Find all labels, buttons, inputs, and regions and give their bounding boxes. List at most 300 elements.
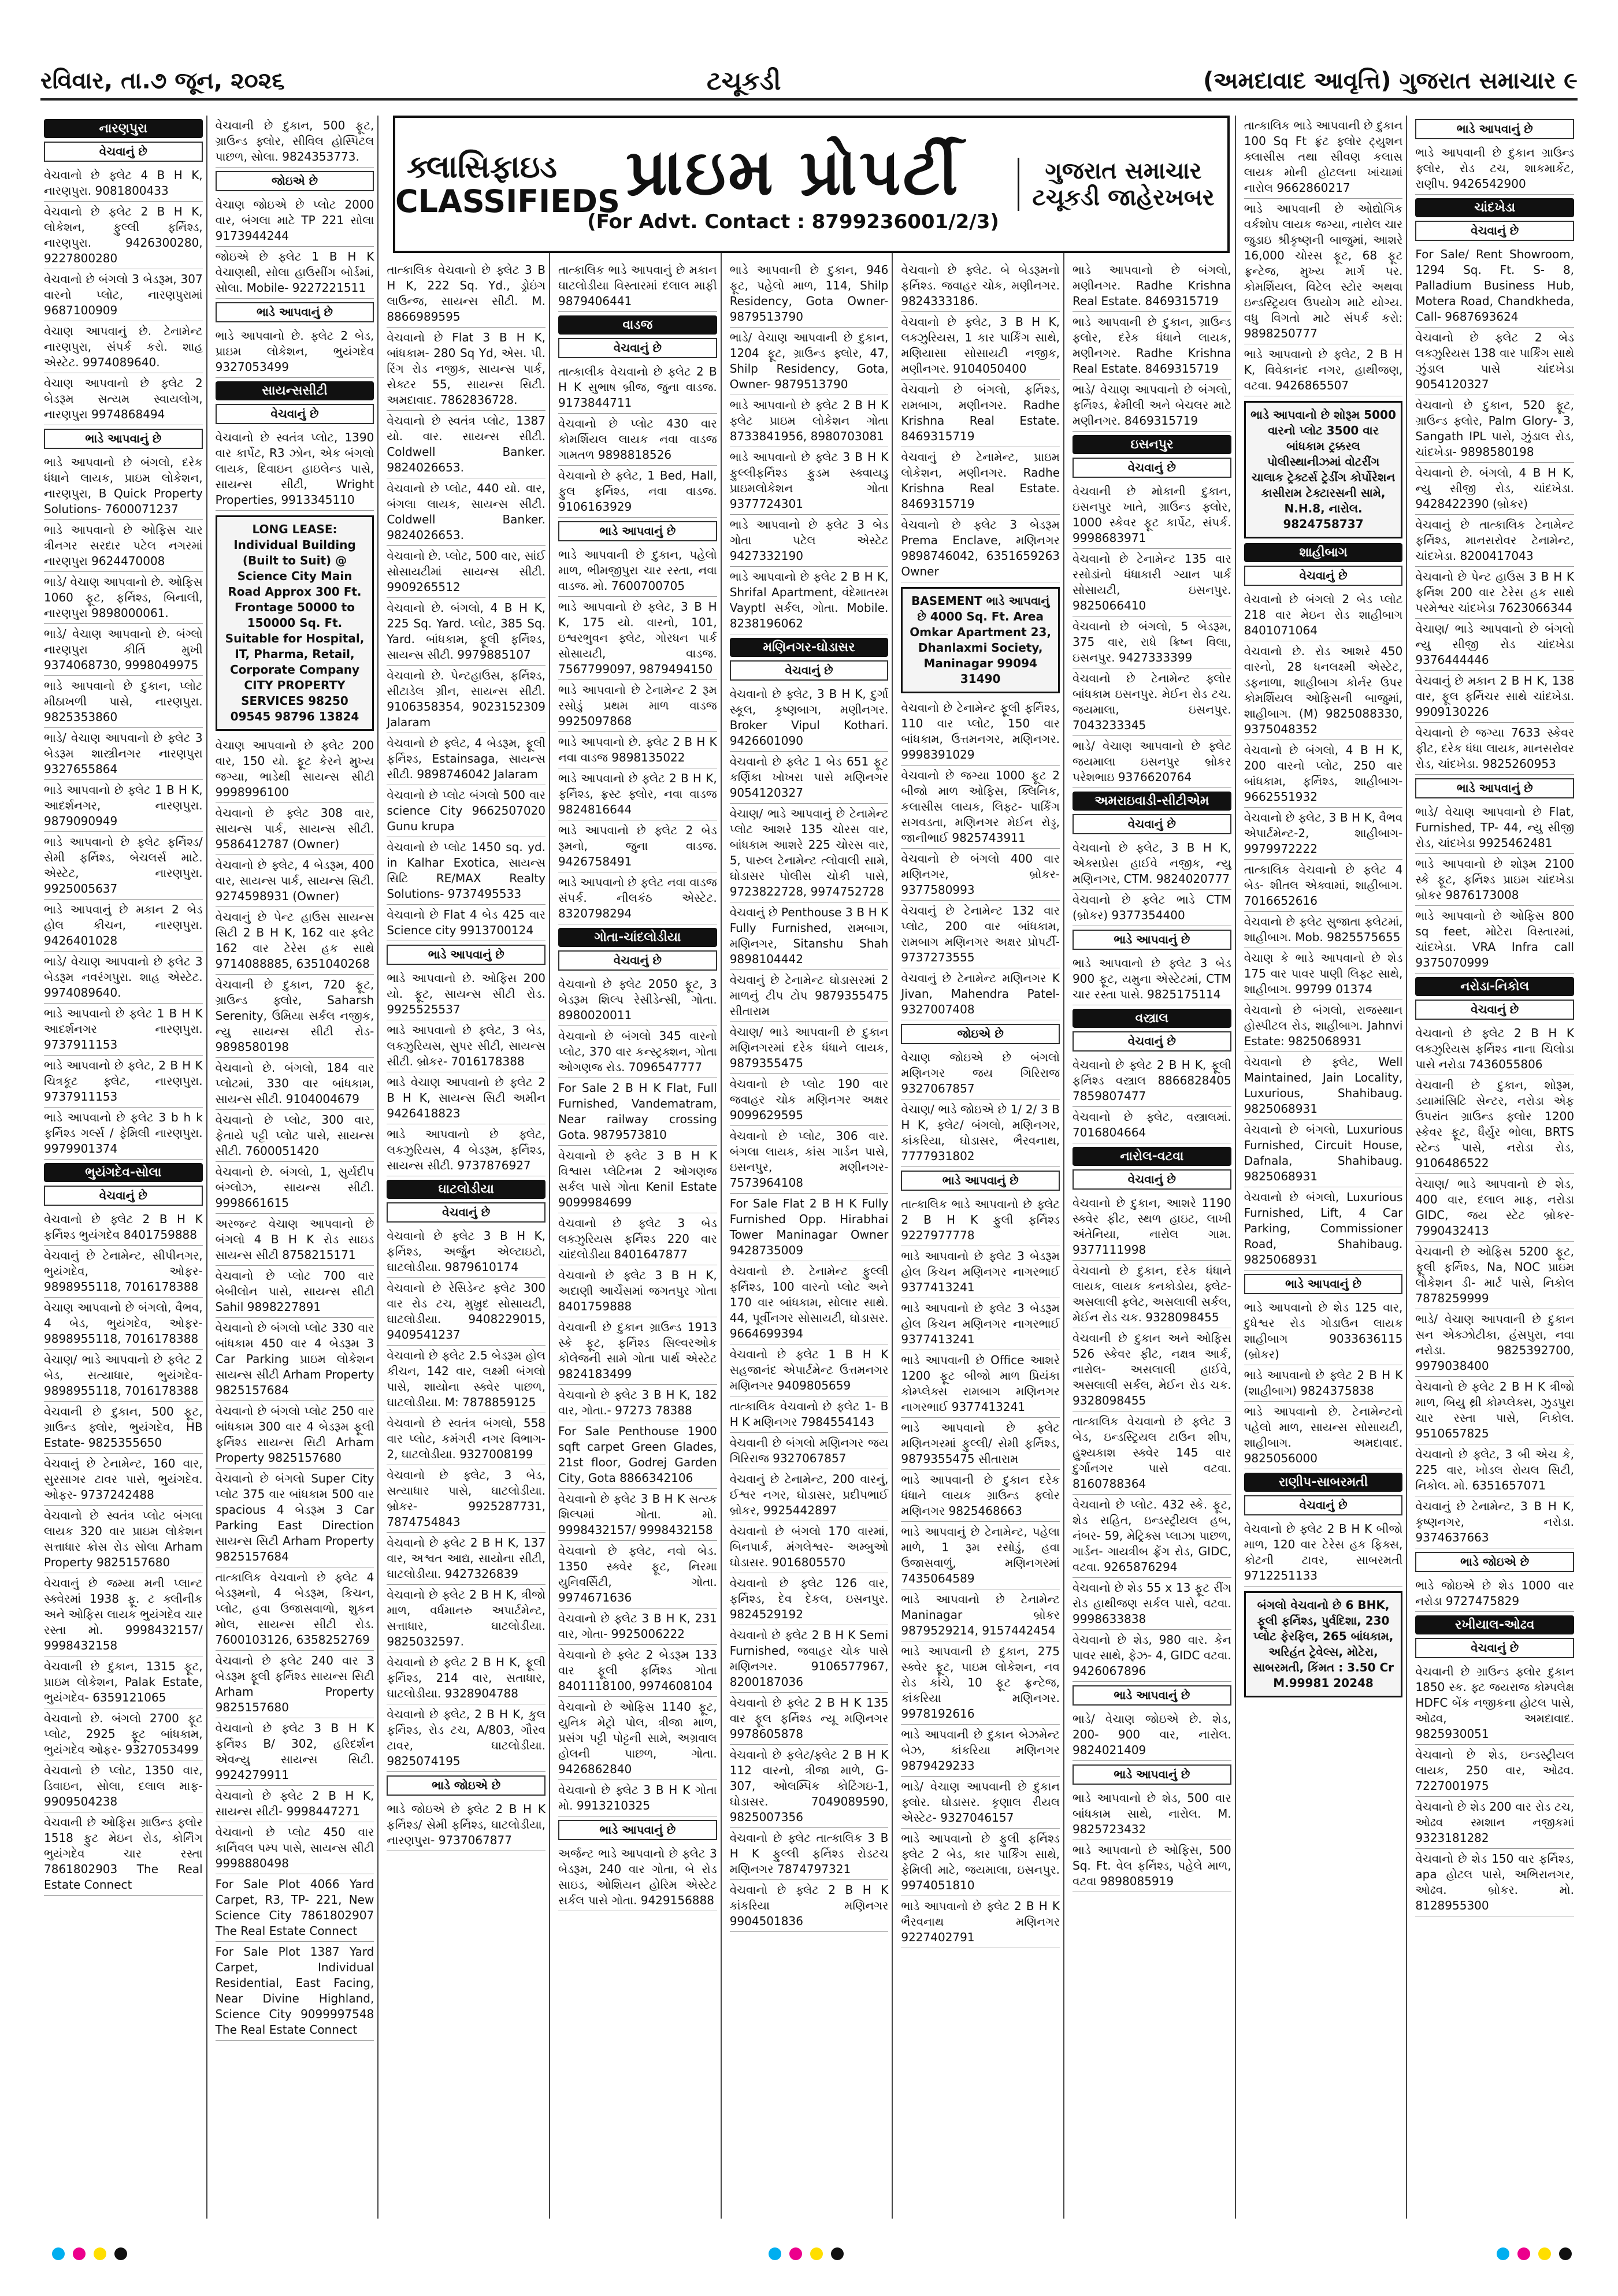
- classified-ad: વેચવાનો છે ફ્લેટ 3 B H K ફર્નિશ્ડ B/ 302, હરિદર્શન એવન્યુ સાયન્સ સિટી. 9924279911: [216, 1718, 374, 1786]
- classified-ad: વેચવાની છે દુકાન અને ઓફિસ 526 સ્કેવર ફીટ, નક્ષત્ર આર્ક, નારોલ- અસલાલી હાઈવે, અસલાલી સર્કલ, મેઈન રોડ ચક. 9328098455: [1073, 1328, 1231, 1411]
- column-8: [1241, 116, 1408, 2219]
- classified-ad: વેચાણ/ ભાડે જોઇએ છે 1/ 2/ 3 B H K, ફ્લેટ/ બંગલો, મણિનગર, કાંકરિયા, ઘોડાસર, ભૈરવનાથ, 7777931802: [901, 1099, 1060, 1167]
- column-2: [212, 116, 379, 2219]
- category-heading: વેચવાનું છે: [44, 1186, 203, 1206]
- banner-contact: (For Advt. Contact : 8799236001/2/3): [587, 210, 999, 233]
- classified-ad: વેચવાનો છે બંગલો 400 વાર મણિનગર, બ્રોકર- 9377580993: [901, 849, 1060, 901]
- classified-ad: વેચવાનું છે ટેનામેન્ટ ઘોડાસરમાં 2 માળનું ટીપ ટોપ 9879355475 સીતારામ: [730, 970, 889, 1022]
- classified-ad: ભાડે આપવાનો છે ફ્લેટ 3 બેડ 900 ફૂટ, યમુના એસ્ટેટમાં, CTM ચાર રસ્તા પાસે. 9825175114: [1073, 953, 1231, 1005]
- classified-ad: વેચવાનો છે ટેનામેન્ટ ફ્લોર બાંધકામ ઇસનપુર. મેઈન રોડ ટચ. જયમાલા, ઇસનપુર. 7043233345: [1073, 668, 1231, 736]
- classified-ad: વેચવાનો છે સ્વતંત્ર બંગલો, 558 વાર પ્લોટ, કમંગરી નગર વિભાગ- 2, ઘાટલોડીયા. 9327008199: [387, 1413, 545, 1465]
- classified-ad: વેચવાનો છે ફ્લેટ. બે બેડરૂમનો ફર્નિશ્ડ. જવાહર ચોક, મણીનગર. 9824333186.: [901, 260, 1060, 312]
- classified-ad: જોઇએ છે ફ્લેટ 1 B H K વેચાણથી, સોલા હાઉસીંગ બોર્ડમાં, સોલા. Mobile- 9227221511: [216, 247, 374, 299]
- registration-dots-left: [52, 2247, 127, 2265]
- classified-ad: વેચવાનો છે પ્લોટ. 432 સ્કે. ફૂટ, શેડ સહિત, ઇન્ડસ્ટ્રીયલ હબ, નંબર- 59, મેટ્રિક્સ પ્લાઝા પાછળ, ગાર્ડન- ગાયત્રીબ ફ્રેંગ રોડ, GIDC, વટવા. 9265876294: [1073, 1495, 1231, 1578]
- classified-ad: વેચવાનો છે ફ્લેટ 2 B H K, ત્રીજો માળ, વર્ધમાનરુ અપાર્ટમેન્ટ, સત્તાધાર, ઘાટલોડીયા. 9825032597.: [387, 1585, 545, 1652]
- classified-ad: ભાડે આપવાનો છે. ટેનામેન્ટનો પહેલો માળ, સાયન્સ સોસાયટી, શાહીબાગ. અમદાવાદ. 9825056000: [1244, 1402, 1403, 1469]
- category-heading: વેચવાનું છે: [1415, 221, 1574, 241]
- classified-ad: ભાડે આપવાનો છે ફ્લેટ, 2 B H K ચિત્રકૂટ ફ્લેટ, નારણપુરા. 9737911153: [44, 1056, 203, 1108]
- classified-ad: અરજન્ટ વેચાણ આપવાનો છે બંગલો 4 B H K રોડ સાઇડ સાયન્સ સીટી 8758215171: [216, 1214, 374, 1266]
- classified-ad: વેચવાનો છે ફ્લેટ, 4 બેડરૂમ, ફૂલી ફર્નિશ્ડ, Estainsaga, સાયન્સ સીટી. 9898746042 Jalaram: [387, 733, 545, 785]
- classified-ad: વેચવાનો છે Flat 4 બેડ 425 વાર Science city 9913700124: [387, 905, 545, 941]
- classified-ad: વેચવાનો છે ફ્લેટ, 4 બેડરૂમ, 400 વાર, સાયન્સ પાર્ક, સાયન્સ સિટી. 9274598931 (Owner): [216, 855, 374, 907]
- classified-ad: વેચવાની છે દુકાન, શોરૂમ, ડયામાંસિટિ સેન્ટર, નરોડા એફ ઉપરાંત ગ્રાઉન્ડ ફ્લોર 1200 સ્કેવર ફૂટ, ધૈર્યુર ભોલા, BRTS સ્ટેન્ડ પાસે, નરોડા રોડ, 9106486522: [1415, 1075, 1574, 1174]
- classified-ad: ભાડે આપવાનો છે. ઓફિસ 200 યો. ફૂટ, સાયન્સ સીટી રોડ. 9925525537: [387, 968, 545, 1020]
- classified-ad: ભાડે આપવાનો છે ફ્લેટ 3 B H K ફુલ્લીફર્નિશ્ડ ફુડમ સ્ક્વાયડુ પ્રાઇમલોકેશન ગોતા 9377724301: [730, 447, 889, 515]
- classified-ad: વેચવાનો છે ટેનામેન્ટ 135 વાર રસોડાંનો ધંધાકારી ગ્યાન પાર્ક સોસાયટી, ઇસનપુર. 9825066410: [1073, 549, 1231, 616]
- banner-center: [569, 135, 1018, 233]
- category-heading: વેચવાનું છે: [1244, 566, 1403, 586]
- display-ad: ભાડે આપવાનો છે શોરૂમ 5000 વારનો પ્લોટ 3500 વાર બાંધકામ ટ્રક્કરલ પોલીસ્થાનીઝમાં વોટરીંગ ચાલાક ટ્રેક્ટર્સ ટ્રેડીંગ કોર્પોરેશન કાસીરામ ટેક્ટારસની સામે, N.H.8, નારોલ. 9824758737: [1244, 401, 1403, 538]
- classified-ad: ભાડે આપવાનો છે ફ્લેટ 1 B H K, આદર્શનગર, નારણપુરા. 9879090949: [44, 780, 203, 832]
- classified-ad: વેચવાનો છે પ્લોટ, 440 યો. વાર, બંગલા લાયક, સાયન્સ સીટી. Coldwell Banker. 9824026653.: [387, 478, 545, 546]
- classified-ad: ભાડે/ વેચાણ આપવાની છે દુકાન ફ્લોર. ઘોડાસર. કૃણાલ રીયલ એસ્ટેટ- 9327046157: [901, 1777, 1060, 1829]
- classified-ad: ભાડે આપવાનો છે ફ્લેટ, 3 બેડ, લક્ઝુરિયસ, સુપર સીટી, સાયન્સ સીટી. બ્રોકર- 7016178388: [387, 1020, 545, 1072]
- category-heading: ભાડે જોઇએ છે: [387, 1775, 545, 1796]
- category-heading: ભાડે આપવાનું છે: [1073, 930, 1231, 950]
- classified-ad: For Sale Plot 4066 Yard Carpet, R3, TP- 221, New Science City 7861802907 The Real Estate Connect: [216, 1874, 374, 1942]
- classified-ad: વેચવાનું છે ટેનામેન્ટ, 200 વારનું, ઈશ્વર નગર, ઘોડાસર, પ્રદીપભાઈ બ્રોકર, 9925442897: [730, 1469, 889, 1521]
- category-heading: વેચવાનું છે: [558, 338, 717, 358]
- category-heading: વેચવાનું છે: [1415, 1000, 1574, 1020]
- classified-ad: વેચાણ આપવાનો છે ફ્લેટ 2 બેડરૂમ સત્યમ સ્વાયલોગ, નારણપુરા 9974868494: [44, 373, 203, 425]
- classified-ad: ભાડે/ વેચાણ આપવાનો છે ફ્લેટ જયમાલા ઇસનપુર બ્રોકર પરેશભાઇ 9376620764: [1073, 736, 1231, 788]
- area-heading: અમરાઇવાડી-સીટીએમ: [1073, 792, 1231, 811]
- black-dot: [1559, 2247, 1572, 2260]
- classified-ad: વેચવાનું છે ટેનામેન્ટ, 3 B H K, કૃષ્ણનગર, નરોડા. 9374637663: [1415, 1496, 1574, 1548]
- classified-ad: વેચવાનું છે ટેનામેન્ટ, સીપીનગર, ભુયંગદેવ, ઓફર- 9898955118, 7016178388: [44, 1246, 203, 1298]
- classified-ad: વેચવાનો છે Flat 3 B H K, બાંધકામ- 280 Sq Yd, એસ. પી. રિંગ રોડ નજીક, સાયન્સ પાર્ક, સેક્ટર 55, સાયન્સ સિટી. અમદાવાદ. 7862836728.: [387, 328, 545, 411]
- category-heading: ભાડે આપવાનું છે: [1073, 1764, 1231, 1785]
- classified-ad: વેચવાનો છે ફ્લેટ 2 B H K કાંકરિયા મણિનગર 9904501836: [730, 1880, 889, 1932]
- classified-ad: વેચવાનો છે શેડ 55 x 13 ફૂટ રીંગ રોડ હાથીજણ સર્કલ પાસે, વટવા. 9998633838: [1073, 1578, 1231, 1630]
- classified-ad: ભાડે આપવાનો છે શોરૂમ 2100 સ્કે ફૂટ, ફર્નિશ્ડ પ્રાઇમ ચાંદખેડા બ્રોકર 9876173008: [1415, 854, 1574, 906]
- classified-ad: For Sale Plot 1387 Yard Carpet, Individual Residential, East Facing, Near Divine Highland, Science City 9099997548 The Real Estate Connect: [216, 1942, 374, 2041]
- classified-ad: વેચવાનો છે ફ્લેટ 126 વાર, ફર્નિશ્ડ, દેવ દેકલ, ઇસનપુર. 9824529192: [730, 1573, 889, 1625]
- classified-ad: વેચવાનો છે દુકાન, 520 ફૂટ, ગ્રાઉન્ડ ફ્લોર, Palm Glory- 3, Sangath IPL પાસે, ઝુંડાલ રોડ, ચાંદખેડા- 9898580198: [1415, 395, 1574, 463]
- area-heading: ગોતા-ચાંદલોડીયા: [558, 928, 717, 947]
- classified-ad: ભાડે આપવાની છે દુકાન, ગ્રાઉન્ડ ફ્લોર, દરેક ધંધાને લાયક, મણીનગર. Radhe Krishna Real Estate. 8469315719: [1073, 312, 1231, 380]
- classified-ad: વેચવાનો છે પ્લોટ 700 વાર બેબીલોન પાસે, સાયન્સ સીટી Sahil 9898227891: [216, 1266, 374, 1318]
- classified-ad: For Sale/ Rent Showroom, 1294 Sq. Ft. S- 8, Palladium Business Hub, Motera Road, Chandkheda, Call- 9687693624: [1415, 244, 1574, 328]
- classified-ad: ભાડે આપવાનો છે ઓફિસ 800 sq feet, મોટેરા વિસ્તારમાં, ચાંદખેડા. VRA Infra call 9375070999: [1415, 906, 1574, 974]
- classified-ad: વેચવાનો છે બંગલો પ્લોટ 330 વાર બાંધકામ 450 વાર 4 બેડરૂમ 3 Car Parking પ્રાઇમ લોકેશન સાયન્સ સીટી Arham Property 9825157684: [216, 1318, 374, 1401]
- classified-ad: વેચવાની છે ગ્રાઉન્ડ ફ્લોર દુકાન 1850 સ્ક. ફ્ટ જયરાજ કોમ્પલેક્ષ HDFC બેંક નજીકના હોટલ પાસે, ઓઢવ, અમદાવાદ. 9825930051: [1415, 1662, 1574, 1745]
- classified-ad: ભાડે આપવાની છે દુકાન, 946 ફૂટ, પહેલો માળ, 114, Shilp Residency, Gota Owner- 9879513790: [730, 260, 889, 328]
- classified-ad: ભાડે આપવાનો છે ફ્લેટ, 2 B H K, વિવેકાનંદ નગર, હાથીજણ, વટવા. 9426865507: [1244, 344, 1403, 396]
- area-heading: વાડજ: [558, 315, 717, 335]
- classifieds-columns: [40, 116, 1578, 2219]
- area-heading: શાહીબાગ: [1244, 543, 1403, 562]
- magenta-dot: [1517, 2247, 1530, 2260]
- classified-ad: ભાડે આપવાની છે Office આશરે 1200 ફૂટ બીજો માળ પ્રિયંકા કોમ્પ્લેક્સ રામબાગ મણિનગર નાગરભાઈ 9377413241: [901, 1350, 1060, 1418]
- classified-ad: વેચવાનો છે પ્લોટ, 306 વાર. બંગલા લાયક, કાંસ ગાર્ડન પાસે, ઇસનપુર, મણીનગર- 7573964108: [730, 1126, 889, 1194]
- area-heading: નારોલ-વટવા: [1073, 1147, 1231, 1166]
- classified-ad: ભાડે આપવાનો છે ફ્લેટ ફર્નિશ્ડ/ સેમી ફર્નિશ્ડ, બેચલર્સ માટે. એસ્ટેટ, નારણપુરા. 9925005637: [44, 832, 203, 900]
- category-heading: વેચવાનું છે: [1073, 1169, 1231, 1190]
- classified-ad: વેચાણ આપવાનું છે. ટેનામેન્ટ નારણપુરા, સંપર્ક કરો. શાહ એસ્ટેટ. 9974089640.: [44, 321, 203, 373]
- classified-ad: ભાડે આપવાનો છે ટેનામેન્ટ Maninagar બ્રોકર 9879529214, 9157442454: [901, 1589, 1060, 1641]
- classified-ad: ભાડે/ વેચાણ આપવાનો છે બંગલો, ફર્નિશ્ડ, ક્રેમીલી અને બેચલર માટે મણીનગર. 8469315719: [1073, 380, 1231, 432]
- classified-ad: વેચવાનો છે ફ્લેટ 240 વાર 3 બેડરૂમ ફૂલી ફર્નિશ્ડ સાયન્સ સિટી Arham Property 9825157680: [216, 1651, 374, 1718]
- category-heading: વેચવાનું છે: [558, 950, 717, 971]
- classified-ad: For Sale Penthouse 1900 sqft carpet Green Glades, 21st floor, Godrej Garden City, Gota 8866342106: [558, 1421, 717, 1489]
- category-heading: ભાડે આપવાનું છે: [1073, 1685, 1231, 1706]
- classified-ad: તાત્કાલિક વેચવાનો છે ફ્લેટ 4 બેડરૂમનો, 4 બેડરૂમ, કિચન, પ્લોટ, હવા ઉજાસવાળો, શુકન મોલ, સાયન્સ સીટી રોડ. 7600103126, 6358252769: [216, 1567, 374, 1651]
- classified-ad: વેચવાનો છે ફ્લેટ, 3 બી એચ કે, 225 વાર, ખોડલ રોયલ સિટી, નિકોલ. મો. 6351657071: [1415, 1444, 1574, 1496]
- column-3: [383, 116, 550, 2219]
- classified-ad: વેચવાની છે દુકાન, 1315 ફૂટ, પ્રાઇમ લોકેશન, Palak Estate, ભુયંગદેવ- 6359121065: [44, 1656, 203, 1708]
- column-5: [726, 116, 893, 2219]
- category-heading: ભાડે આપવાનું છે: [387, 945, 545, 965]
- classified-ad: ભાડે આપવાની છે દુકાન ગ્રાઉન્ડ ફ્લોર, રોડ ટચ, શાકમાર્કેટ, રાણીપ. 9426542900: [1415, 143, 1574, 195]
- classified-ad: ભાડે આપવાનો છે ફ્લેટ મણિનગરમાં ફુલ્લી/ સેમી ફર્નિશ્ડ, 9879355475 સીતારામ: [901, 1418, 1060, 1470]
- magenta-dot: [789, 2247, 802, 2260]
- classified-ad: વેચવાનું છે તાત્કાલિક ટેનામેન્ટ ફર્નિશ્ડ, માનસરોવર ટેનામેન્ટ, ચાંદખેડા. 8200417043: [1415, 515, 1574, 567]
- category-heading: જોઇએ છે: [216, 171, 374, 191]
- classified-ad: વેચવાનો છે. પેન્ટહાઉસ, ફર્નિશ્ડ, સીટાડેલ ગ્રીન, સાયન્સ સીટી. 9106358354, 9023152309 Jalaram: [387, 666, 545, 733]
- category-heading: ભાડે જોઇએ છે: [1415, 1552, 1574, 1572]
- classified-ad: અર્જન્ટ ભાડે આપવાનો છે ફ્લેટ 3 બેડરૂમ, 240 વાર ગોતા, બે રોડ સાઇડ, ઓશિયન હોરિમ એસ્ટેટ સર્કલ પાસે ગોતા. 9429156888: [558, 1844, 717, 1911]
- classified-ad: વેચાણ/ ભાડે આપવાની છે દુકાન મણિનગરમાં દરેક ધંધાને લાયક, 9879355475: [730, 1022, 889, 1074]
- category-heading: વેચવાનું છે: [44, 142, 203, 162]
- yellow-dot: [1538, 2247, 1551, 2260]
- classified-ad: વેચવાનો છે ઓફિસ 1140 ફૂટ, યુનિક મેટ્રો પોલ, ત્રીજા માળ, પ્રસંગ પટ્ટી પોટ્ટની સામે, અગ્રવાલ હોલની પાછળ, ગોતા. 9426862840: [558, 1697, 717, 1780]
- column-9: [1412, 116, 1578, 2219]
- category-heading: ભાડે આપવાનું છે: [216, 302, 374, 322]
- classified-ad: વેચવાનો છે બંગલો, 4 B H K, 200 વારનો પ્લોટ, 250 વાર બાંધકામ, ફર્નિશ્ડ, શાહીબાગ- 9662551932: [1244, 740, 1403, 808]
- classified-ad: ભાડે/ વેચાણ આપવાનો છે. બંગ્લો નારણપુરા કીર્તિ મુખી 9374068730, 9998049975: [44, 624, 203, 676]
- classified-ad: ભાડે જોઇએ છે શેડ 1000 વાર નરોડા 9727475829: [1415, 1576, 1574, 1612]
- classified-ad: વેચવાનો છે ફ્લેટ 3 B H K ગોતા મો. 9913210325: [558, 1780, 717, 1816]
- classified-ad: વેચવાનો છે ફ્લેટ 3 B H K વિશ્વાસ પ્લેટિનમ 2 ઓગણજ સર્કલ પાસે ગોતા Kenil Estate 9099984699: [558, 1146, 717, 1213]
- classified-ad: વેચવાની છે ઓફિસ 5200 ફૂટ, ફૂલી ફર્નિશ્ડ, Na, NOC પ્રાઇમ લોકેશન ડી- માર્ટ પાસે, નિકોલ 7878259999: [1415, 1242, 1574, 1309]
- classified-ad: વેચવાનો છે શેડ 200 વાર રોડ ટચ, ઓઢવ સ્મશાન નજીકમાં 9323181282: [1415, 1797, 1574, 1849]
- classified-ad: ભાડે આપવાનો છે ફ્લેટ 1 B H K આદર્શનગર નારણપુરા. 9737911153: [44, 1004, 203, 1056]
- classified-ad: ભાડે આપવાનો છે ઓફિસ ચાર ત્રીનગર સરદાર પટેલ નગરમાં નારણપુરા 9624470008: [44, 520, 203, 572]
- classified-ad: વેચવાની છે દુકાન, 500 ફૂટ, ગ્રાઉન્ડ ફ્લોર, સીવિલ હોસ્પિટલ પાછળ, સોલા. 9824353773.: [216, 116, 374, 168]
- classified-ad: For Sale 2 B H K Flat, Full Furnished, Vandematram, Near railway crossing Gota. 9879573810: [558, 1078, 717, 1146]
- classified-ad: વેચવાનો છે ફ્લેટ 4 B H K, નારણપુરા. 9081800433: [44, 165, 203, 202]
- classified-ad: વેચવાનો છે ફ્લેટ 2 B H K ફર્નિશ્ડ ભુયંગદેવ 8401759888: [44, 1209, 203, 1246]
- page-header: [40, 64, 1578, 101]
- classified-ad: વેચવાનો છે ફ્લેટ 2 બેડ લક્ઝુરિયસ 138 વાર પાર્કિંગ સાથે ઝુંડાલ પાસે ચાંદખેડા 9054120327: [1415, 328, 1574, 395]
- display-ad: બંગલો વેચવાનો છે 6 BHK, ફૂલી ફર્નિશ્ડ, પુર્વદિશા, 230 પ્લોટ ફેરફિલ, 265 બાંધકામ, અરિહંત ટ્રેવેલ્સ, મોટેરા, સાબરમતી, કિંમત : 3.50 Cr M.99981 20248: [1244, 1591, 1403, 1697]
- classified-ad: વેચવાનો છે ફ્લેટ 2 B H K, સાયન્સ સીટી- 9998447271: [216, 1786, 374, 1822]
- category-heading: જોઇએ છે: [901, 1024, 1060, 1044]
- classified-ad: વેચવાનો છે. બંગલો, 1, સુર્યદીપ બંગ્લોઝ, સાયન્સ સીટી. 9998661615: [216, 1162, 374, 1214]
- classified-ad: વેચવાનો છે રેસિડેન્ટ ફ્લેટ 300 વાર રોડ ટચ, મુખ્રુદ સોસાયટી, ઘાટલોડીયા. 9408229015, 9409541237: [387, 1278, 545, 1346]
- classified-ad: વેચવાનો છે પ્લોટ 450 વાર કાર્નિવલ પમ્પ પાસે, સાયન્સ સીટી 9998880498: [216, 1822, 374, 1874]
- prime-property-banner: [393, 116, 1230, 253]
- classified-ad: ભાડે આપવાનો છે ફ્લેટ 2 B H K, ફર્નિશ્ડ, ફ્રસ્ટ ફ્લોર, નવા વાડજ 9824816644: [558, 768, 717, 820]
- classified-ad: ભાડે આપવાનો છે ફુલી ફર્નિશ્ડ ફ્લેટ 2 બેડ, કાર પાર્કિંગ સાથે, ફેમિલી માટે, જયમાલા, ઇસનપુર. 9974051810: [901, 1829, 1060, 1896]
- area-heading: ચાંદખેડા: [1415, 198, 1574, 217]
- classified-ad: વેચવાનો છે ફ્લેટ, 3 B H K, લક્ઝુરિયસ, 1 કાર પાર્કિંગ સાથે, મણિયાસા સોસાયટી નજીક, મણીનગર. 9104050400: [901, 312, 1060, 380]
- registration-dots-center: [769, 2247, 844, 2265]
- classified-ad: વેચવાનો છે સ્વતંત્ર પ્લોટ, 1390 વાર કાર્પેટ, R3 ઝોન, એક બંગલો લાયક, દિવાઇન હાઇલેન્ડ પાસે, સાયન્સ સીટી, Wright Properties, 9913345110: [216, 428, 374, 511]
- classified-ad: વેચવાનો છે ફ્લેટ, 3 B H K, એક્સપ્રેસ હાઈવે નજીક, ન્યુ મણિનગર, CTM. 9824020777: [1073, 838, 1231, 890]
- category-heading: ભાડે આપવાનું છે: [44, 429, 203, 449]
- area-heading: વસ્ત્રાલ: [1073, 1009, 1231, 1028]
- cyan-dot: [1497, 2247, 1509, 2260]
- classified-ad: વેચવાનો છે. બંગલો, 184 વાર પ્લોટમાં, 330 વાર બાંધકામ, સાયન્સ સીટી. 9104004679: [216, 1058, 374, 1110]
- classified-ad: વેચાણ/ ભાડે આપવાનું છે ટેનામેન્ટ પ્લોટ આશરે 135 ચોરસ વાર, બાંધકામ આશરે 225 ચોરસ વાર, 5, પારુલ ટેનામેન્ટ ત્લોવાલી સામે, ઘોડાસર પોલીસ ચોકી પાસે, 9723822728, 9974752728: [730, 804, 889, 902]
- classified-ad: વેચવાનો છે ફ્લેટ, 1 Bed, Hall, ફુલ ફર્નિશ્ડ, નવા વાડજ. 9106163929: [558, 466, 717, 518]
- classified-ad: તાત્કાલિક વેચવાનો છે ફ્લેટ 3 બેડ, ઇન્ડસ્ટ્રિયલ ટાઉન શીપ, હુશ્યકાશ સ્ક્વેર 145 વાર દુર્ગાનગર પાસે વટવા. 8160788364: [1073, 1411, 1231, 1495]
- category-heading: ભાડે આપવાનું છે: [558, 521, 717, 541]
- area-heading: રખીયાલ-ઓઢવ: [1415, 1615, 1574, 1634]
- classified-ad: ભાડે/ વેચાણ આપવાની છે દુકાન સન એક્ઝોટીકા, હંસપુરા, નવા નરોડા. 9825392700, 9979038400: [1415, 1309, 1574, 1377]
- classified-ad: વેચવાનો છે ફ્લેટ સુજાતા ફ્લેટમાં, શાહીબાગ. Mob. 9825575655: [1244, 912, 1403, 948]
- classified-ad: વેચવાનો છે ફ્લેટ 2 B H K, ફૂલી ફર્નિશ્ડ, 214 વાર, સતાધાર, ઘાટલોડીયા. 9328904788: [387, 1652, 545, 1704]
- area-heading: ઘાટલોડીયા: [387, 1180, 545, 1199]
- header-section: ટચૂકડી: [706, 66, 781, 96]
- classified-ad: વેચવાનો છે બંગલો 170 વારમાં, બિનપાર્ક, મંગલેશ્વર- અમ્બુઓ ઘોડાસર. 9016805570: [730, 1521, 889, 1573]
- classified-ad: વેચવાનો છે ફ્લેટ 3 B H K સત્ય્ક શિલ્પમાં ગોતા. મો. 9998432157/ 9998432158: [558, 1489, 717, 1541]
- classified-ad: ભાડે/ વેચાણ આપવાનો છે ફ્લેટ 3 બેડરૂમ શાસ્ત્રીનગર નારણપુરા 9327655864: [44, 728, 203, 780]
- classified-ad: ભાડે આપવાનો છે ફ્લેટ નવા વાડજ સંપર્ક. નીલકંઠ એસ્ટેટ. 8320798294: [558, 872, 717, 924]
- classified-ad: ભાડે આપવાની છે દુકાન, પહેલો માળ, ભીમજીપુરા ચાર રસ્તા, નવા વાડજ. મો. 7600700705: [558, 545, 717, 597]
- classified-ad: તાત્કાલીક વેચવાનો છે ફ્લેટ 2 B H K સુભાષ બ્રીજ, જુના વાડજ. 9173844711: [558, 362, 717, 414]
- classified-ad: વેચવાનો છે બંગલો 2 બેડ પ્લોટ 218 વાર મેઇન રોડ શાહીબાગ 8401071064: [1244, 589, 1403, 641]
- classified-ad: વેચવાની છે દુકાન, 500 ફૂટ, ગ્રાઉન્ડ ફ્લોર, ભુયંગદેવ, HB Estate- 9825355650: [44, 1402, 203, 1454]
- category-heading: વેચવાનું છે: [1073, 458, 1231, 478]
- classified-ad: ભાડે આપવાનો છે ફ્લેટ 3 બેડરૂમ હોલ કિચન મણિનગર નાગરભાઈ 9377413241: [901, 1298, 1060, 1350]
- classified-ad: ભાડે આપવાનો છે શેડ 125 વાર, દુધેશ્વર રોડ ગોડાઉન લાયક શાહીબાગ 9033636115 (બ્રોકર): [1244, 1298, 1403, 1365]
- classified-ad: ભાડે આપવાનો છે ફ્લેટ 3 b h k ફર્નિશ્ડ ગર્લ્સ / ફેમિલી નારણપુરા. 9979901374: [44, 1108, 203, 1160]
- classified-ad: વેચવાનો છે બંગલો, રાજસ્થાન હોસ્પીટલ રોડ, શાહીબાગ. Jahnvi Estate: 9825068931: [1244, 1000, 1403, 1052]
- classified-ad: વેચવાનો છે શેડ 150 વાર ફર્નિશ્ડ, apa હોટલ પાસે, અભિરાનગર, ઓઢવ. બ્રોકર. મો. 8128955300: [1415, 1849, 1574, 1916]
- category-heading: વેચવાનું છે: [1415, 1638, 1574, 1658]
- classified-ad: વેચવાનો છે ફ્લેટ 3 બેડરૂમ Prema Enclave, મણિનગર 9898746042, 6351659263 Owner: [901, 515, 1060, 582]
- classified-ad: વેચવાનો છે ફ્લેટ 3 બેડ લક્ઝુરિયસ ફર્નિશ્ડ 220 વાર ચાંદલોડીયા 8401647877: [558, 1213, 717, 1265]
- category-heading: વેચવાનું છે: [1244, 1495, 1403, 1515]
- banner-brand: ગુજરાત સમાચાર ટચૂકડી જાહેરખબર: [1018, 158, 1227, 211]
- classified-ad: વેચવાનો છે ફ્લેટ, વસ્ત્રાલમાં. 7016804664: [1073, 1107, 1231, 1143]
- classified-ad: તાત્કાલિક ભાડે આપવાનો છે ફ્લેટ 2 B H K ફુલી ફર્નિશ્ડ 9227977778: [901, 1194, 1060, 1246]
- classified-ad: વેચવાનો છે બંગલો 3 બેડરૂમ, 307 વારનો પ્લોટ, નારણપુરામાં 9687100909: [44, 269, 203, 321]
- black-dot: [114, 2247, 127, 2260]
- classified-ad: વેચવાનો છે શેડ, 980 વાર. કેન પાવર સાથે, ફેઝ- 4, GIDC વટવા. 9426067896: [1073, 1630, 1231, 1682]
- category-heading: ભાડે આપવાનું છે: [1244, 1274, 1403, 1294]
- classified-ad: ભાડે આપવાની છે દુકાન દરેક ધંધાને લાયક ગ્રાઉન્ડ ફ્લોર મણિનગર 9825468663: [901, 1470, 1060, 1522]
- classified-ad: વેચવાની છે દુકાન, 720 ફૂટ, ગ્રાઉન્ડ ફ્લોર, Saharsh Serenity, ઉમિયા સર્કલ નજીક, ન્યુ સાયન્સ સીટી રોડ- 9898580198: [216, 975, 374, 1058]
- classified-ad: વેચવાનો છે ફ્લેટ 2 B H K લક્ઝુરિયસ ફર્નિશ્ડ નાના ચિલોડા પાસે નરોડા 7436055806: [1415, 1023, 1574, 1075]
- category-heading: ભાડે આપવાનું છે: [901, 1171, 1060, 1191]
- classified-ad: વેચવાનો છે પ્લોટ 1450 sq. yd. in Kalhar Exotica, સાયન્સ સિટિ RE/MAX Realty Solutions- 9737495533: [387, 837, 545, 905]
- classified-ad: વેચવાનો છે. રોડ આશરે 450 વારનો, 28 ધનલક્ષ્મી એસ્ટેટ, ડફનાળા, શાહીબાગ કોર્નર ઉપર કોમર્શિયલ ઓફિસની બાજુમાં, શાહીબાગ. (M) 9825088330, 9375048352: [1244, 641, 1403, 740]
- yellow-dot: [94, 2247, 106, 2260]
- classified-ad: વેચવાની છે બંગલો મણિનગર જય ગિરિરાજ 9327067857: [730, 1433, 889, 1469]
- classified-ad: ભાડે આપવાનો છે ફ્લેટ, 3 B H K, 175 યો. વારનો, 101, ઇશ્વરભુવન ફ્લેટ, ગોરધન પાર્ક સોસાયટી, વાડજ. 7567799097, 9879494150: [558, 597, 717, 680]
- classified-ad: વેચવાનો છે ફ્લેટ 3 B H K, અદાણી આર્ચેસમાં જગતપુર ગોતા 8401759888: [558, 1265, 717, 1317]
- classified-ad: તાત્કાલિક વેચવાનો છે ફ્લેટ 3 B H K, 222 Sq. Yd., ડ્રોઇંગ લાઉન્જ, સાયન્સ સીટી. M. 8866989595: [387, 260, 545, 328]
- classified-ad: વેચાણ/ ભાડે આપવાનો છે ફ્લેટ 2 બેડ, સત્યાધાર, ભુયંગદેવ- 9898955118, 7016178388: [44, 1350, 203, 1402]
- column-6: [897, 116, 1064, 2219]
- classified-ad: ભાડે આપવાનો છે ફ્લેટ 2 B H K ફ્લેટ પ્રાઇમ લોકેશન ગોતા 8733841956, 8980703081: [730, 395, 889, 447]
- classified-ad: ભાડે આપવાનો છે બંગલો, દરેક ધંધાને લાયક, પ્રાઇમ લોકેશન, નારણપુરા, B Quick Property Solutions- 7600071237: [44, 452, 203, 520]
- area-heading: મણિનગર-ઘોડાસર: [730, 638, 889, 657]
- classified-ad: ભાડે/ વેચાણ જોઇએ છે. શેડ, 200- 900 વાર, નારોલ. 9824021409: [1073, 1709, 1231, 1761]
- classified-ad: વેચવાનું છે પેન્ટ હાઉસ સાયન્સ સિટી 2 B H K, 162 વાર ફ્લેટ 162 વાર ટેરેસ હક સાથે 9714088885, 6351040268: [216, 907, 374, 975]
- classified-ad: વેચવાનો છે ફ્લેટ 2 B H K ત્રીજો માળ, બિયુ થ્રી કોમ્પ્લેક્સ, ઝુડપુરા ચાર રસ્તા પાસે, નિકોલ. 9510657825: [1415, 1377, 1574, 1444]
- area-heading: નારણપુરા: [44, 119, 203, 138]
- classifieds-logo: ક્લાસિફાઇડ CLASSIFIEDS: [395, 148, 620, 220]
- classified-ad: વેચવાનું છે મકાન 2 B H K, 138 વાર, ફૂલ ફર્નિચર સાથે ચાંદખેડા. 9909130226: [1415, 671, 1574, 723]
- cyan-dot: [52, 2247, 65, 2260]
- classified-ad: વેચવાનો છે ફ્લેટ, 3 B H K, દુર્ગા સ્કૂલ, કૃષ્ણબાગ, મણીનગર. Broker Vipul Kothari. 9426601090: [730, 684, 889, 752]
- classified-ad: વેચવાનો છે બંગલો Super City પ્લોટ 375 વાર બાંધકામ 500 વાર spacious 4 બેડરૂમ 3 Car Parking East Direction સાયન્સ સિટી Arham Property 9825157684: [216, 1469, 374, 1567]
- classified-ad: વેચવાનો છે ફ્લેટ 3 B H K, ફર્નિશ્ડ, અર્જુન એલ્ટાઇટો, ઘાટલોડીયા. 9879610174: [387, 1226, 545, 1278]
- classified-ad: ભાડે જોઇએ છે ફ્લેટ 2 B H K ફર્નિશ્ડ/ સેમી ફર્નિશ્ડ, ઘાટલોડીયા, નારણપુરા- 9737067877: [387, 1799, 545, 1851]
- classified-ad: વેચાણ કે ભાડે આપવાનો છે શેડ 175 વાર પાવર પાણી લિફ્ટ સાથે, શાહીબાગ. 99799 01374: [1244, 948, 1403, 1000]
- classified-ad: વેચવાનો છે ફ્લેટ 1 બેડ 651 ફૂટ કર્ણિકા ખોખરા પાસે મણિનગર 9054120327: [730, 752, 889, 804]
- classified-ad: વેચવાનો છે જગ્યા 1000 ફૂટ 2 બીજો માળ ઓફિસ, ક્લિનિક, કલાસીસ લાયક, લિફ્ટ- પાર્કિંગ સગવડતા, મણિનગર મેઈન રોડ્ડ, જાનીભાઈ 9825743911: [901, 766, 1060, 849]
- classified-ad: વેચવાનો છે સ્વતંત્ર પ્લોટ બંગલા લાયક 320 વાર પ્રાઇમ લોકેશન સત્તાધાર ક્રોસ રોડ સોલા Arham Property 9825157680: [44, 1506, 203, 1573]
- classified-ad: વેચવાનો છે બંગલો, ફર્નિશ્ડ, રામબાગ, મણીનગર. Radhe Krishna Real Estate. 8469315719: [901, 380, 1060, 447]
- classified-ad: ભાડે આપવાનો છે ઓફિસ, 500 Sq. Ft. વેલ ફર્નિશ્ડ, પહેલે માળ, વટવા 9898085919: [1073, 1840, 1231, 1892]
- classified-ad: ભાડે આપવાનો છે. ફ્લેટ 2 બેડ, પ્રાઇમ લોકેશન, ભુયંગદેવ 9327053499: [216, 326, 374, 378]
- classified-ad: વેચવાનો છે બંગલો, Luxurious Furnished, Lift, 4 Car Parking, Commissioner Road, Shahibaug. 9825068931: [1244, 1187, 1403, 1270]
- classified-ad: વેચવાનો છે ફ્લેટ, Well Maintained, Jain Locality, Luxurious, Shahibaug. 9825068931: [1244, 1052, 1403, 1120]
- classified-ad: વેચવાનો છે ફ્લેટ 2.5 બેડરૂમ હોલ કીચન, 142 વાર, લક્ષ્મી બંગલો પાસે, શાયોના સ્ક્વેર પાછળ, ઘાટલોડીયા. M: 7878859125: [387, 1346, 545, 1413]
- classified-ad: વેચવાનું છે ટેનામેન્ટ મણિનગર K Jivan, Mahendra Patel- 9327007408: [901, 968, 1060, 1020]
- cyan-dot: [769, 2247, 781, 2260]
- classified-ad: વેચવાનો છે પ્લોટ, 300 વાર, ફેતાયે પટ્ટી પ્લોટ પાસે, સાયન્સ સીટી. 7600051420: [216, 1110, 374, 1162]
- classified-ad: ભાડે આપવાનો છે ફ્લેટ 2 B H K, Shrifal Apartment, વંદેમાતરમ Vayptl સર્કલ, ગોતા. Mobile. 8238196062: [730, 567, 889, 634]
- category-heading: વેચવાનું છે: [1073, 814, 1231, 834]
- area-heading: ભુયંગદેવ-સોલા: [44, 1163, 203, 1182]
- classified-ad: વેચવાનો છે બંગલો, 5 બેડરૂમ, 375 વાર, રાધે ક્રિષ્ન વિલા, ઇસનપુર. 9427333399: [1073, 616, 1231, 668]
- classified-ad: તાત્કાલિક ભાડે આપવાની છે દુકાન 100 Sq Ft ફ્રંટ ફ્લોર ટ્યુશન ક્લાસીસ તથા સીવણ કલાસ લાયક મોની હોટલના ખાંચામાં નારોલ 9662860217: [1244, 116, 1403, 199]
- display-ad: BASEMENT ભાડે આપવાનું છે 4000 Sq. Ft. Area Omkar Apartment 23, Dhanlaxmi Society, Maninagar 99094 31490: [901, 587, 1060, 693]
- classified-ad: વેચવાનો છે દુકાન, દરેક ધંધાને લાયક, લાયક કનકોડોય, ફ્લેટ- અસલાલી ફ્લેટ, અસલાલી સર્કલ, મેઈન રોડ ચક. 9328098455: [1073, 1261, 1231, 1328]
- classified-ad: ભાડે આપવાનો છે શેડ, 500 વાર બાંધકામ સાથે, નારોલ. M. 9825723432: [1073, 1788, 1231, 1840]
- area-heading: રાણીપ-સાબરમતી: [1244, 1473, 1403, 1492]
- classified-ad: ભાડે આપવાની છે દુકાન, 275 સ્ક્વેર ફૂટ, પાઇમ લોકેશન, નવ રોડ કાંચે, 10 ફૂટ ફ્રન્ટેજ, કાંકરિયા મણિનગર. 9978192616: [901, 1641, 1060, 1725]
- classified-ad: વેચવાનો છે બંગલો, Luxurious Furnished, Circuit House, Dafnala, Shahibaug. 9825068931: [1244, 1120, 1403, 1187]
- classified-ad: વેચવાની છે ઓફિસ ગ્રાઉન્ડ ફ્લોર 1518 ફુટ મેઇન રોડ, કોર્નિંગ ભુયંગદેવ ચાર રસ્તા 7861802903 The Real Estate Connect: [44, 1812, 203, 1896]
- classified-ad: ભાડે/ વેચાણ આપવાનો છે ફ્લેટ 3 બેડરૂમ નવરંગપુરા. શાહ એસ્ટેટ. 9974089640.: [44, 952, 203, 1004]
- yellow-dot: [810, 2247, 823, 2260]
- classified-ad: તાત્કાલિક વેચવાનો છે ફ્લેટ 4 બેડ- શીતલ એક્વામાં, શાહીબાગ. 7016652616: [1244, 860, 1403, 912]
- classified-ad: વેચવાનો છે. બંગલો, 4 B H K, ન્યુ સીજી રોડ, ચાંદખેડા. 9428422390 (બ્રોકર): [1415, 463, 1574, 515]
- classified-ad: વેચવાનો છે ટેનામેન્ટ ફૂલી ફર્નિશ્ડ, 110 વાર પ્લોટ, 150 વાર બાંધકામ, ઉત્તમનગર, મણિનગર. 9998391029: [901, 698, 1060, 766]
- classified-ad: ભાડે આપવાની છે દુકાન બેઝમેન્ટ બેઝ, કાંકરિયા મણિનગર 9879429233: [901, 1725, 1060, 1777]
- classified-ad: વેચવાનો છે. બંગલો, 4 B H K, 225 Sq. Yard. પ્લોટ, 385 Sq. Yard. બાંધકામ, ફૂલી ફર્નિશ્ડ, સાયન્સ સીટી. 9979885107: [387, 598, 545, 666]
- classified-ad: વેચવાનો છે ફ્લેટ તાત્કાલિક 3 B H K ફુલ્લી ફર્નિશ્ડ રોડટચ મણિનગર 7874797321: [730, 1828, 889, 1880]
- classified-ad: ભાડે આપવાનો છે ટેનામેન્ટ 2 રૂમ રસોડું પ્રથમ માળ વાડજ 9925097868: [558, 680, 717, 732]
- magenta-dot: [73, 2247, 86, 2260]
- classified-ad: વેચવાનું છે ટેનામેન્ટ 132 વાર પ્લોટ, 200 વાર બાંધકામ, રામબાગ મણિનગર અક્ષર પ્રોપર્ટી- 9737273555: [901, 901, 1060, 968]
- classified-ad: વેચવાનું છે Penthouse 3 B H K Fully Furnished, રામબાગ, મણિનગર, Sitanshu Shah 9898104442: [730, 902, 889, 970]
- classified-ad: વેચાણ જોઇએ છે પ્લોટ 2000 વાર, બંગલા માટે TP 221 સોલા 9173944244: [216, 195, 374, 247]
- classified-ad: ભાડે/ વેચાણ આપવાની છે દુકાન, 1204 ફૂટ, ગ્રાઉન્ડ ફ્લોર, 47, Shilp Residency, Gota, Owner- 9879513790: [730, 328, 889, 395]
- classified-ad: વેચવાનો છે ફ્લેટ, 3 B H K, વૈભવ એપાર્ટમેન્ટ-2, શાહીબાગ- 9979972222: [1244, 808, 1403, 860]
- classified-ad: વેચવાનું છે ટેનામેન્ટ, 160 વાર, સુરસાગર ટાવર પાસે, ભુયંગદેવ. ઓફર- 9737242488: [44, 1454, 203, 1506]
- classified-ad: વેચવાનો છે ફ્લેટ 2 B H K, લોકેશન, ફુલ્લી ફર્નિશ્ડ, નારણપુરા. 9426300280, 9227800280: [44, 202, 203, 269]
- classified-ad: ભાડે આપવાનો છે બંગલો, મણીનગર. Radhe Krishna Real Estate. 8469315719: [1073, 260, 1231, 312]
- classified-ad: વેચવાનો છે ફ્લેટ 2 B H K 135 વાર ફૂલ ફર્નિશ્ડ ન્યૂ મણિનગર 9978605878: [730, 1693, 889, 1745]
- area-heading: નરોડા-નિકોલ: [1415, 977, 1574, 996]
- classified-ad: વેચવાની છે દુકાન ગ્રાઉન્ડ 1913 સ્કે ફૂટ, ફર્નિશ્ડ સિલ્વરઓક કોલેજની સામે ગોતા પાર્થ એસ્ટેટ 9824183499: [558, 1317, 717, 1385]
- category-heading: ભાડે આપવાનું છે: [1415, 778, 1574, 798]
- classified-ad: વેચવાનો છે બંગલો 345 વારનો પ્લોટ, 370 વાર કન્સ્ટ્રક્શન, ગોતા ઓગણજ રોડ. 7096547777: [558, 1026, 717, 1078]
- classified-ad: વેચવાનો છે ફ્લેટ 2050 ફૂટ, 3 બેડરૂમ શિલ્પ રેસીડેન્સી, ગોતા. 8980020011: [558, 974, 717, 1026]
- classified-ad: ભાડે આપવાનો છે ફ્લેટ 3 બેડરૂમ હોલ કિચન મણિનગર નાગરભાઈ 9377413241: [901, 1246, 1060, 1298]
- classified-ad: વેચવાનો છે ફલેટ/ફ્લેટ 2 B H K 112 વારનો, ત્રીજા માળે, G- 307, ઓલમ્પિક કોટિંગઇ-1, ઘોડાસર. 7049089590, 9825007356: [730, 1745, 889, 1828]
- classified-ad: વેચવાનો છે પ્લોટ બંગલો 500 વાર science City 9662507020 Gunu krupa: [387, 785, 545, 837]
- classified-ad: For Sale Flat 2 B H K Fully Furnished Opp. Hirabhai Tower Maninagar Owner 9428735009: [730, 1194, 889, 1261]
- classified-ad: વેચવાનો છે દુકાન, આશરે 1190 સ્ક્વેર ફીટ, સ્થળ હાઇટ, લાખી અંતેનિયા, નારોલ ગામ. 9377111998: [1073, 1193, 1231, 1261]
- classified-ad: ભાડે આપવાનો છે દુકાન, પ્લોટ મીઠાખળી પાસે, નારણપુરા. 9825353860: [44, 676, 203, 728]
- classified-ad: ભાડે આપવાનો છે ફ્લેટ 3 બેડ ગોતા પટેલ એસ્ટેટ 9427332190: [730, 515, 889, 567]
- classified-ad: તાત્કાલિક ભાડે આપવાનું છે મકાન ઘાટલોડીયા વિસ્તારમાં દલાલ માફી 9879406441: [558, 260, 717, 312]
- column-4: [555, 116, 722, 2219]
- classified-ad: ભાડે આપવાનો છે ફ્લેટ 2 B H K ભૈરવનાથ મણિનગર 9227402791: [901, 1896, 1060, 1948]
- classified-ad: વેચવાનો છે ફ્લેટ, 3 બેડ, સત્યાધાર પાસે, ઘાટલોડીયા. બ્રોકર- 9925287731, 7874754843: [387, 1465, 545, 1533]
- classified-ad: ભાડે/ વેચાણ આપવાનો છે Flat, Furnished, TP- 44, ન્યુ સીજી રોડ, ચાંદખેડા 9925462481: [1415, 802, 1574, 854]
- category-heading: વેચવાનું છે: [730, 660, 889, 681]
- classified-ad: વેચવાનો છે ફ્લેટ 308 વાર, સાયન્સ પાર્ક, સાયન્સ સીટી. 9586412787 (Owner): [216, 803, 374, 855]
- classified-ad: વેચવાનો છે ફ્લેટ 3 B H K, 231 વાર, ગોતા- 9925006222: [558, 1608, 717, 1645]
- classified-ad: ભાડે આપવાનું છે મકાન 2 બેડ હોલ કીચન, નારણપુરા. 9426401028: [44, 900, 203, 952]
- category-heading: ભાડે આપવાનું છે: [1415, 119, 1574, 139]
- classified-ad: વેચવાનો છે ફ્લેટ 2 B H K Semi Furnished, જવાહર ચોક પાસે મણિનગર. 9106577967, 8200187036: [730, 1625, 889, 1693]
- classified-ad: વેચવાનો છે ફ્લેટ 1 B H K સહજાનંદ એપાર્ટમેન્ટ ઉત્તમનગર મણિનગર 9409805659: [730, 1344, 889, 1396]
- category-heading: વેચવાનું છે: [216, 404, 374, 424]
- column-7: [1069, 116, 1236, 2219]
- classified-ad: વેચવાનો છે પેન્ટ હાઉસ 3 B H K ફર્નિશ 200 વાર ટેરેસ હક સાથે પરમેશ્વર ચાંદખેડા 7623066344: [1415, 567, 1574, 619]
- classified-ad: વેચવાનો છે બંગલો પ્લોટ 250 વાર બાંધકામ 300 વાર 4 બેડરૂમ ફૂલી ફર્નિશ્ડ સાયન્સ સિટી Arham Property 9825157680: [216, 1401, 374, 1469]
- classified-ad: વેચાણ આપવાનો છે ફ્લેટ 200 વાર, 150 યો. ફૂટ કેરને મુખ્ય જગ્યા, ભાડેથી સાયન્સ સીટી 9998996100: [216, 735, 374, 803]
- display-ad: LONG LEASE: Individual Building (Built to Suit) @ Science City Main Road Approx 300 Ft. Frontage 50000 to 150000 Sq. Ft. Suitable for Hospital, IT, Pharma, Retail, Corporate Company CITY PROPERTY SERVICES 98250 09545 98796 13824: [216, 515, 374, 731]
- area-heading: ઇસનપુર: [1073, 435, 1231, 454]
- classified-ad: વેચવાનો છે ફ્લેટ 2 બેડરૂમ 133 વાર ફૂલી ફર્નિશ્ડ ગોતા 8401118100, 9974608104: [558, 1645, 717, 1697]
- classified-ad: વેચવાનો છે ફ્લેટ 2 B H K, ફૂલી ફર્નિશ્ડ વસ્ત્રાલ 8866828405 7859807477: [1073, 1055, 1231, 1107]
- classified-ad: વેચવાનું છે જમ્યા મની પ્લાન્ટ સ્ક્વેરમાં 1938 ફૂ. ટ ક્લીનીક અને ઓફિસ લાયક ભુયંગદેવ ચાર રસ્તા મો. 9998432157/ 9998432158: [44, 1573, 203, 1656]
- classified-ad: ભાડે આપવાનો છે ફ્લેટ, લક્ઝુરિયસ, 4 બેડરૂમ, ફર્નિશ્ડ, સાયન્સ સીટી. 9737876927: [387, 1124, 545, 1176]
- black-dot: [831, 2247, 844, 2260]
- classified-ad: વેચવાની છે મોકાની દુકાન, ઇસનપુર ખાતે, ગ્રાઉન્ડ ફ્લોર, 1000 સ્કેવર ફૂટ કાર્પેટ, સંપર્ક. 9998683971: [1073, 481, 1231, 549]
- classified-ad: વેચવાનો છે. પ્લોટ, 500 વાર, સાંઈ સોસાયટીમાં સાયન્સ સીટી. 9909265512: [387, 546, 545, 598]
- classified-ad: વેચવાનો છે ફ્લેટ 2 B H K, 137 વાર, અશ્વત આદ્ય, સાયોના સીટી, ઘાટલોડીયા. 9427326839: [387, 1533, 545, 1585]
- header-date: રવિવાર, તા.૭ જૂન, ૨૦૨૬: [40, 68, 285, 94]
- column-1: [40, 116, 207, 2219]
- area-heading: સાયન્સસીટી: [216, 381, 374, 400]
- classified-ad: ભાડે આપવાનો છે ફ્લેટ 2 બેડ રૂમનો, જુના વાડજ. 9426758491: [558, 820, 717, 872]
- classified-ad: ભાડે આપવાનો છે. ફ્લેટ 2 B H K નવા વાડજ 9898135022: [558, 732, 717, 768]
- classified-ad: વેચાણ જોઇએ છે બંગલો મણિનગર જય ગિરિરાજ 9327067857: [901, 1047, 1060, 1099]
- classified-ad: વેચવાનો છે ફ્લેટ 3 B H K, 182 વાર, ગોતા.- 97273 78388: [558, 1385, 717, 1421]
- classified-ad: વેચવાનો છે જગ્યા 7633 સ્કેવર ફીટ, દરેક ધંધા લાયક, માનસરોવર રોડ, ચાંદખેડા. 9825260953: [1415, 723, 1574, 775]
- classified-ad: વેચવાનો છે. ટેનામેન્ટ ફુલ્લી ફર્નિશ્ડ, 100 વારનો પ્લોટ અને 170 વાર બાંધકામ, સોલાર સાથે. 44, પૂર્વીનગર સોસાયટી, ઘોડાસર. 9664699394: [730, 1261, 889, 1344]
- classified-ad: વેચવાનો છે ફ્લેટ ભાડે CTM (બ્રોકર) 9377354400: [1073, 890, 1231, 926]
- classified-ad: વેચવાનો છે સ્વતંત્ર પ્લોટ, 1387 યો. વાર. સાયન્સ સીટી. Coldwell Banker. 9824026653.: [387, 411, 545, 478]
- banner-title: પ્રાઇમ પ્રોપર્ટી: [626, 135, 960, 209]
- category-heading: ભાડે આપવાનું છે: [558, 1820, 717, 1840]
- classified-ad: વેચાણ/ ભાડે આપવાનો છે બંગલો ન્યુ સીજી રોડ ચાંદખેડા 9376444446: [1415, 619, 1574, 671]
- classified-ad: ભાડે આપવાનું છે ટેનામેન્ટ, પહેલા માળે, 1 રૂમ રસોડું, હવા ઉજાસવાળું, મણિનગરમાં 7435064589: [901, 1522, 1060, 1589]
- category-heading: વેચવાનું છે: [387, 1202, 545, 1223]
- classified-ad: વેચવાનો છે ફ્લેટ 2 B H K બીજો માળ, 120 વાર ટેરેસ હક ફિક્સ, કોટની ટાવર, સાબરમતી 9712251133: [1244, 1519, 1403, 1587]
- registration-dots-right: [1497, 2247, 1572, 2265]
- classified-ad: ભાડે વેચાણ આપવાનો છે ફ્લેટ 2 B H K, સાયન્સ સિટી અમીન 9426418823: [387, 1072, 545, 1124]
- classified-ad: વેચવાનો છે. બંગલો 2700 ફૂટ પ્લોટ, 2925 ફૂટ બાંધકામ, ભુયંગદેવ ઓફર- 9327053499: [44, 1708, 203, 1760]
- classified-ad: વેચવાનો છે પ્લોટ, 1350 વાર, ડિવાઇન, સોલા, દલાલ માફ- 9909504238: [44, 1760, 203, 1812]
- header-edition: (અમદાવાદ આવૃત્તિ) ગુજરાત સમાચાર ૯: [1203, 68, 1578, 94]
